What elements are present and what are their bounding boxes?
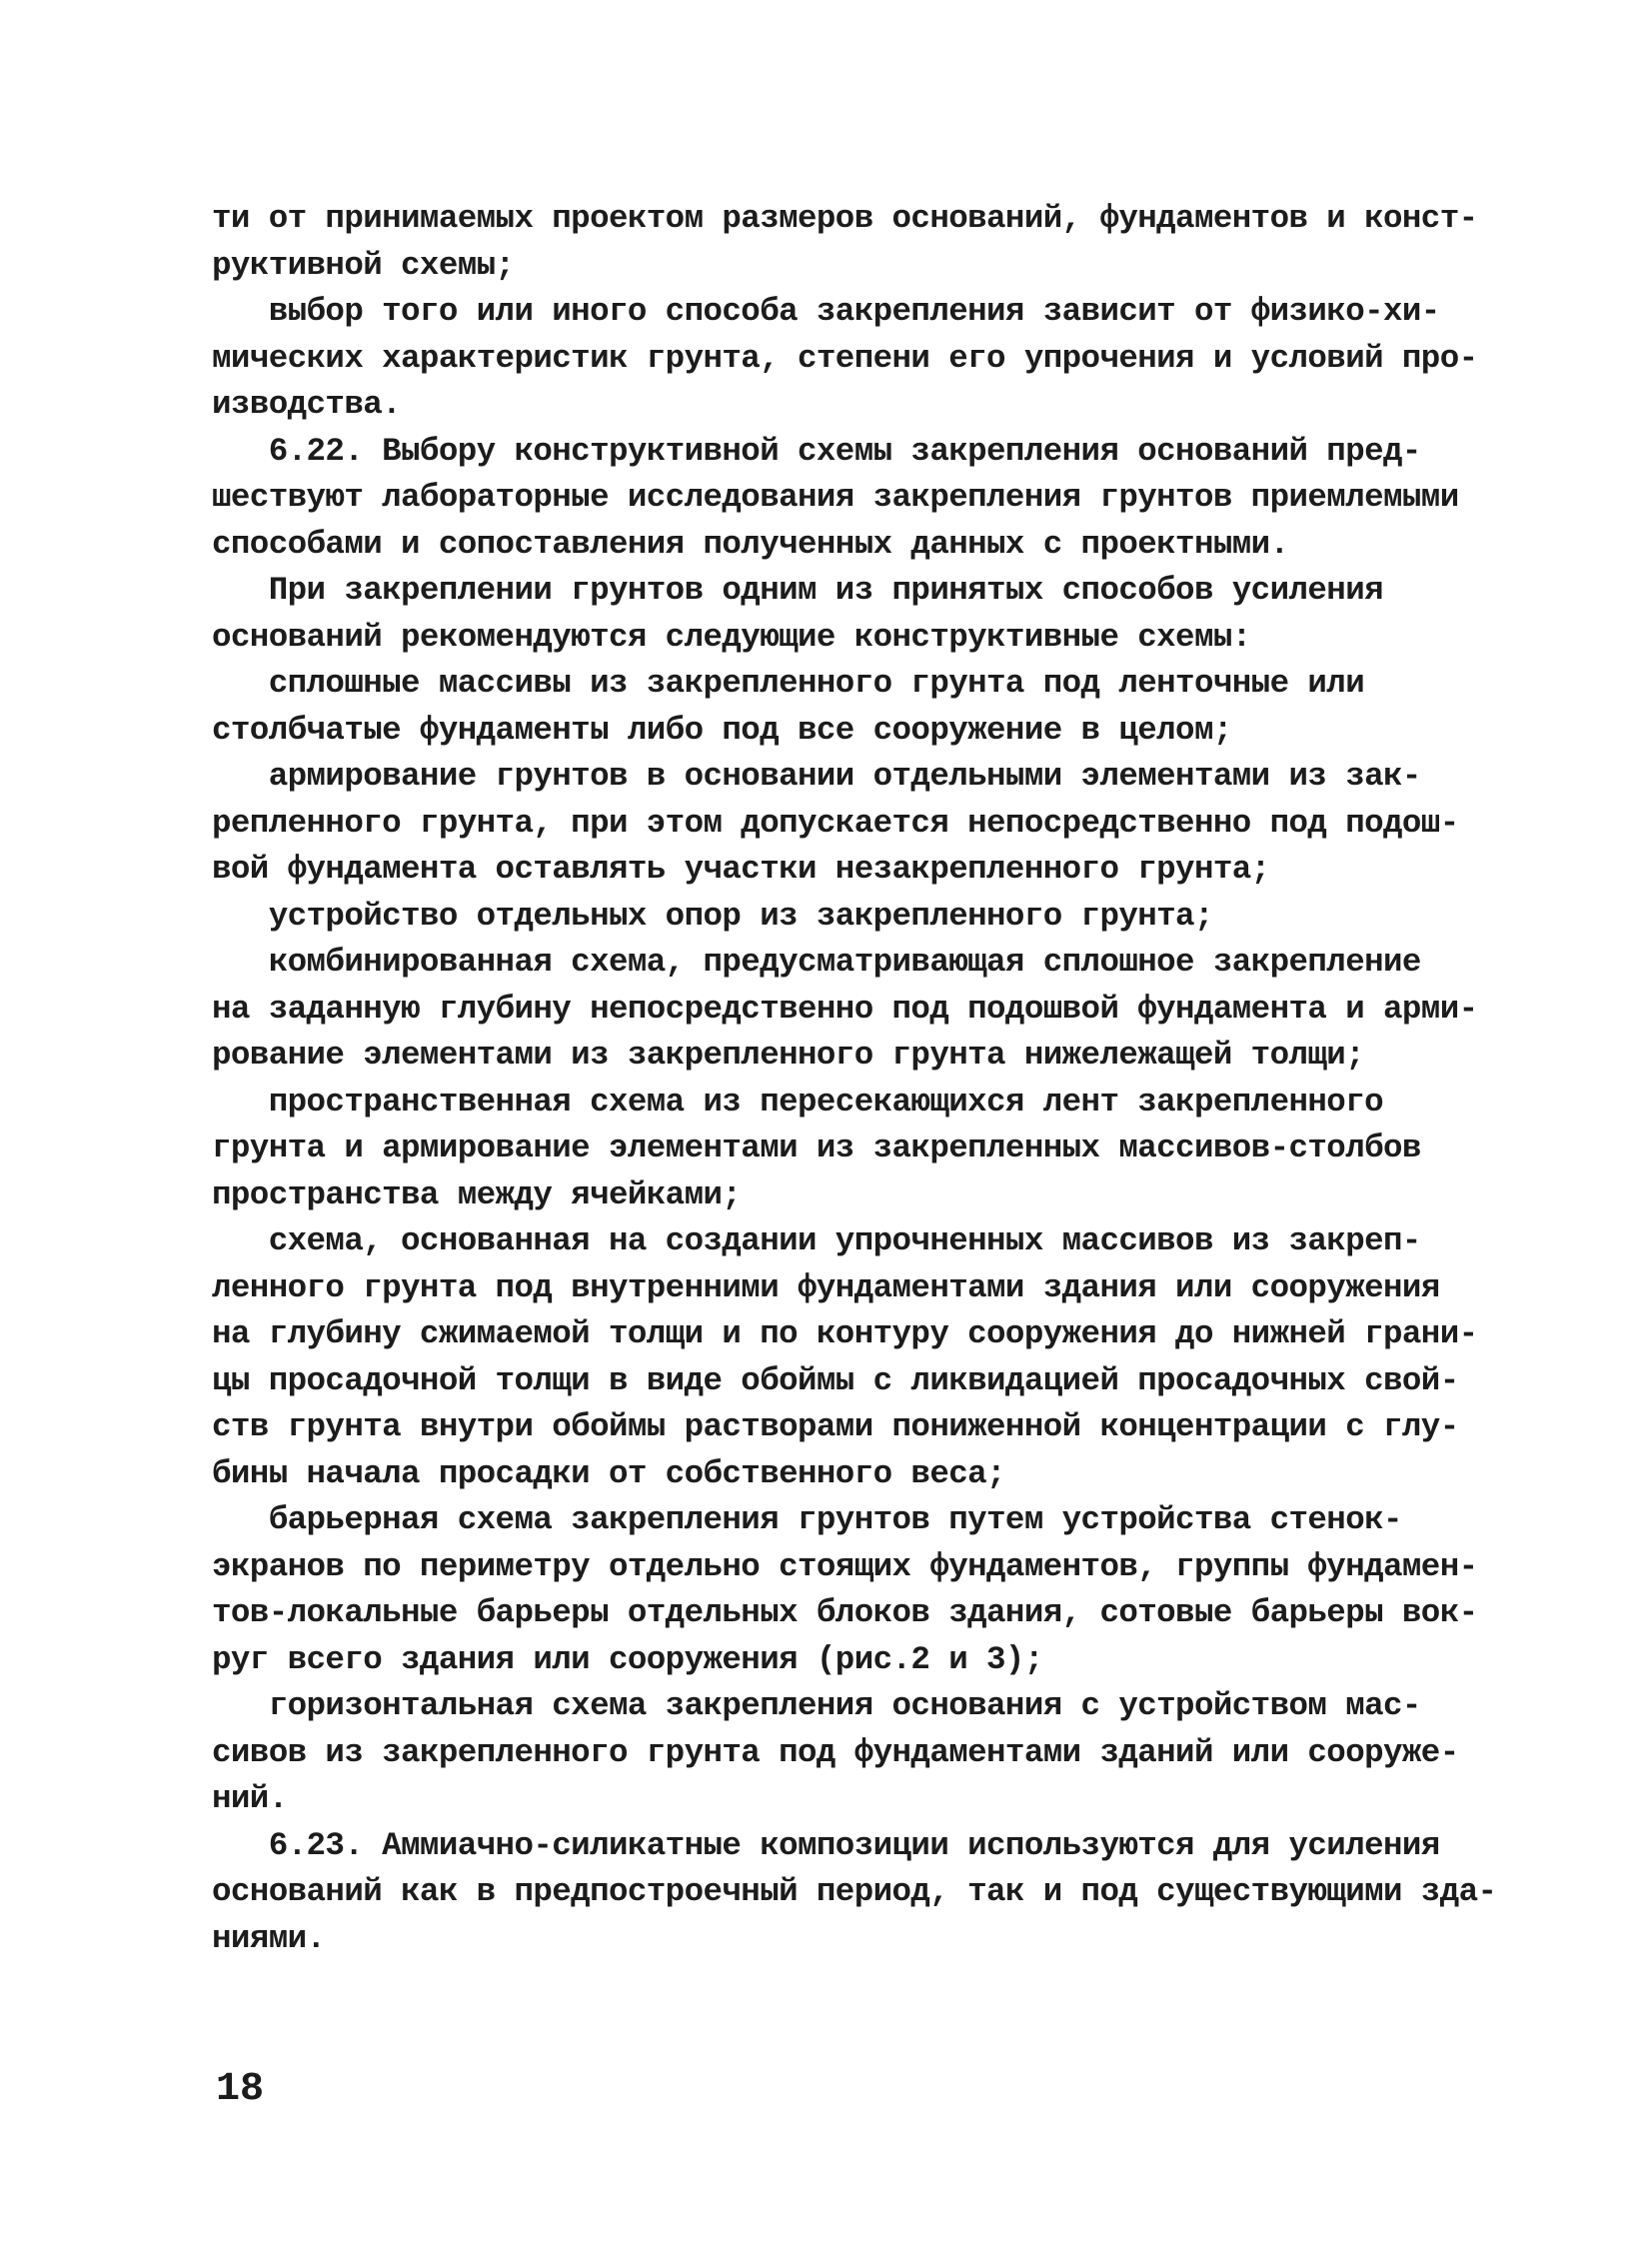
text-line: барьерная схема закрепления грунтов путем устройства стенок-: [212, 1501, 1402, 1538]
text-line: на заданную глубину непосредственно под подошвой фундамента и арми-: [212, 990, 1478, 1028]
text-line: экранов по периметру отдельно стоящих фундаментов, группы фундамен-: [212, 1547, 1478, 1585]
text-line: ств грунта внутри обоймы растворами пониженной концентрации с глу-: [212, 1408, 1459, 1445]
text-line: мических характеристик грунта, степени его упрочения и условий про-: [212, 339, 1478, 377]
text-line: ленного грунта под внутренними фундаментами здания или сооружения: [212, 1268, 1440, 1306]
text-line: способами и сопоставления полученных данных с проектными.: [212, 525, 1289, 563]
text-line: репленного грунта, при этом допускается непосредственно под подош-: [212, 804, 1459, 842]
text-line: изводства.: [212, 386, 402, 423]
text-line: пространства между ячейками;: [212, 1175, 742, 1213]
text-line: грунта и армирование элементами из закрепленных массивов-столбов: [212, 1129, 1421, 1166]
text-line: сивов из закрепленного грунта под фундаментами зданий или сооруже-: [212, 1733, 1459, 1771]
text-line: выбор того или иного способа закрепления зависит от физико-хи-: [212, 293, 1440, 330]
text-line: столбчатые фундаменты либо под все сооружение в целом;: [212, 711, 1232, 749]
text-line: ти от принимаемых проектом размеров оснований, фундаментов и конст-: [212, 200, 1478, 237]
text-line: пространственная схема из пересекающихся лент закрепленного: [212, 1083, 1383, 1121]
text-line: горизонтальная схема закрепления основания с устройством мас-: [212, 1687, 1421, 1724]
text-line: шествуют лабораторные исследования закрепления грунтов приемлемыми: [212, 479, 1459, 516]
text-line: рование элементами из закрепленного грунта нижележащей толщи;: [212, 1037, 1365, 1074]
text-line: ниями.: [212, 1919, 326, 1957]
text-line: устройство отдельных опор из закрепленного грунта;: [212, 897, 1213, 935]
text-line: бины начала просадки от собственного веса;: [212, 1454, 1005, 1492]
text-line: оснований рекомендуются следующие конструктивные схемы:: [212, 618, 1251, 656]
text-line: армирование грунтов в основании отдельными элементами из зак-: [212, 758, 1421, 795]
text-line: При закреплении грунтов одним из принятых способов усиления: [212, 572, 1383, 609]
text-line: схема, основанная на создании упрочненных массивов из закреп-: [212, 1222, 1421, 1259]
text-line: комбинированная схема, предусматривающая сплошное закрепление: [212, 944, 1421, 981]
text-line: цы просадочной толщи в виде обоймы с ликвидацией просадочных свой-: [212, 1361, 1459, 1399]
text-line: сплошные массивы из закрепленного грунта под ленточные или: [212, 665, 1365, 702]
text-line: тов-локальные барьеры отдельных блоков здания, сотовые барьеры вок-: [212, 1594, 1478, 1631]
text-line: оснований как в предпостроечный период, так и под существующими зда-: [212, 1873, 1497, 1910]
page-number: 18: [216, 2067, 265, 2112]
text-line: руг всего здания или сооружения (рис.2 и 3);: [212, 1640, 1043, 1678]
text-line: руктивной схемы;: [212, 246, 515, 284]
text-line: вой фундамента оставлять участки незакрепленного грунта;: [212, 851, 1270, 888]
text-line: 6.23. Аммиачно-силикатные композиции используются для усиления: [212, 1826, 1440, 1864]
body-text: [212, 196, 1497, 1962]
text-line: 6.22. Выбору конструктивной схемы закрепления оснований пред-: [212, 432, 1421, 470]
text-line: ний.: [212, 1780, 288, 1817]
text-line: на глубину сжимаемой толщи и по контуру сооружения до нижней грани-: [212, 1315, 1478, 1352]
